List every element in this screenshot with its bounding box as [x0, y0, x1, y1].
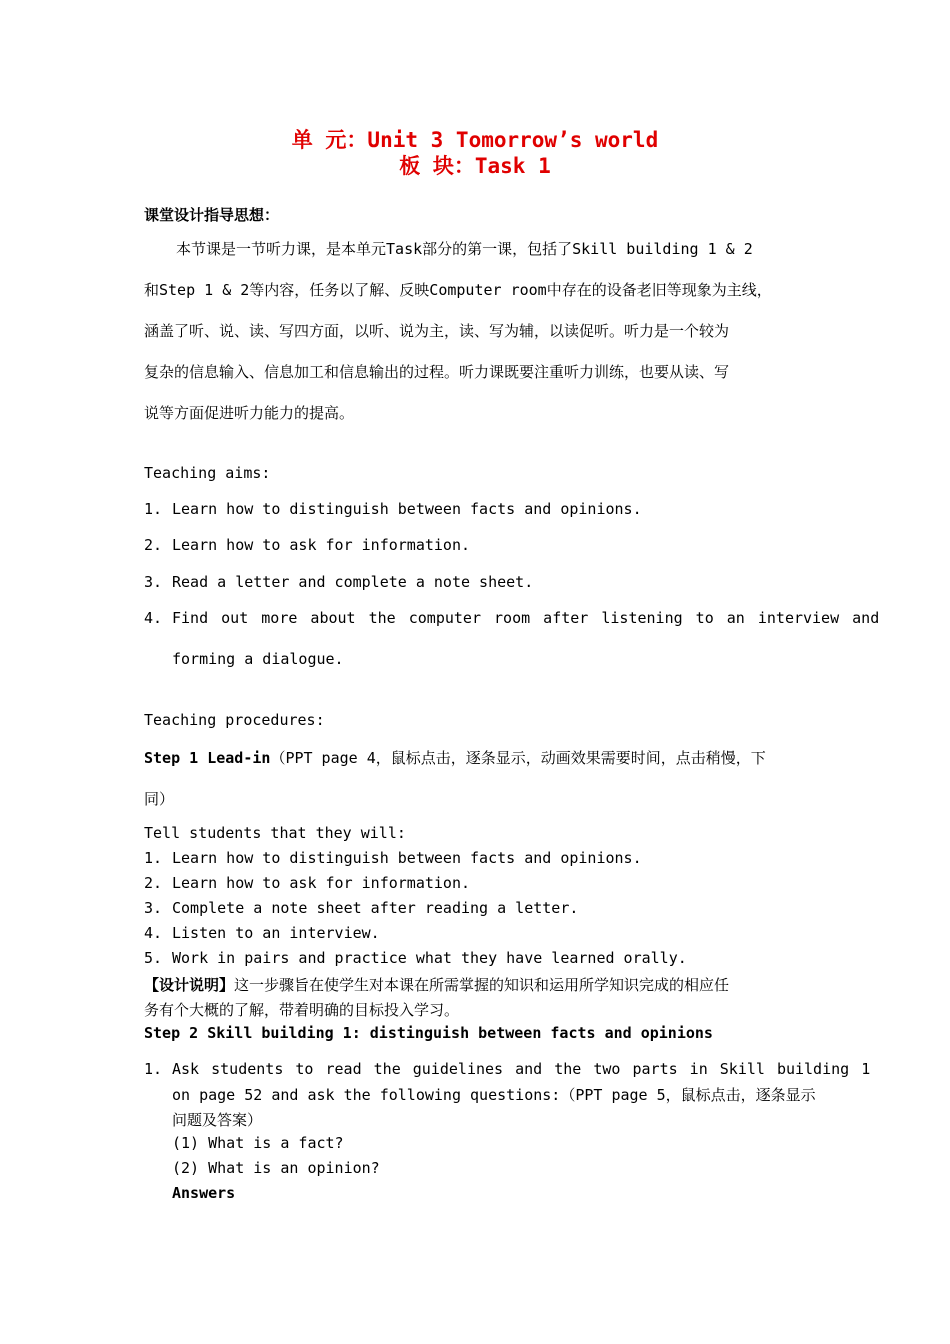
- unit-title: 单 元：Unit 3 Tomorrow’s world: [291, 128, 659, 152]
- module-title: 板 块：Task 1: [399, 154, 551, 178]
- step2-item-number: 1.: [144, 1060, 163, 1078]
- step1-item-text: Learn how to ask for information.: [172, 874, 471, 892]
- design-note-label: 【设计说明】: [144, 976, 235, 994]
- step1-item-text: Listen to an interview.: [172, 924, 380, 942]
- step1-item-number: 5.: [144, 949, 163, 967]
- step1-item-number: 2.: [144, 874, 163, 892]
- aim-text-continued: forming a dialogue.: [172, 650, 344, 668]
- step1-item-number: 4.: [144, 924, 163, 942]
- procedures-heading: Teaching procedures:: [144, 711, 325, 729]
- step1-label: Step 1 Lead-in: [144, 749, 271, 767]
- aim-text: Find out more about the computer room after listening to an interview and: [172, 609, 880, 627]
- step1-note: （PPT page 4，鼠标点击，逐条显示，动画效果需要时间，点击稍慢，下: [270, 749, 766, 767]
- step1-item-number: 3.: [144, 899, 163, 917]
- guide-line: 涵盖了听、说、读、写四方面，以听、说为主，读、写为辅，以读促听。听力是一个较为: [144, 322, 730, 340]
- step1-item-text: Work in pairs and practice what they have learned orally.: [172, 949, 687, 967]
- step1-item-number: 1.: [144, 849, 163, 867]
- guide-line: 复杂的信息输入、信息加工和信息输出的过程。听力课既要注重听力训练，也要从读、写: [144, 363, 730, 381]
- aim-number: 4.: [144, 609, 163, 627]
- step1-intro: Tell students that they will:: [144, 824, 406, 842]
- guide-line: 和Step 1 & 2等内容，任务以了解、反映Computer room中存在的设备老旧等现象为主线，: [144, 281, 772, 299]
- answers-label: Answers: [172, 1184, 236, 1202]
- guide-heading: 课堂设计指导思想：: [144, 206, 280, 224]
- step1-note-continued: 同）: [144, 790, 175, 808]
- question-item: (1) What is a fact?: [172, 1134, 344, 1152]
- step2-item-line: Ask students to read the guidelines and the two parts in Skill building 1: [172, 1060, 871, 1078]
- step1-item-text: Learn how to distinguish between facts and opinions.: [172, 849, 642, 867]
- step2-item-line: on page 52 and ask the following questions:（PPT page 5，鼠标点击，逐条显示: [172, 1086, 816, 1104]
- design-note-continued: 务有个大概的了解，带着明确的目标投入学习。: [144, 1001, 460, 1019]
- design-note: [144, 974, 729, 995]
- aim-text: Learn how to ask for information.: [172, 536, 471, 554]
- guide-line: 说等方面促进听力能力的提高。: [144, 404, 355, 422]
- step2-heading: Step 2 Skill building 1: distinguish between facts and opinions: [144, 1024, 713, 1042]
- design-note-text: 这一步骤旨在使学生对本课在所需掌握的知识和运用所学知识完成的相应任: [234, 976, 730, 994]
- step2-item-line: 问题及答案）: [172, 1111, 263, 1129]
- aim-text: Learn how to distinguish between facts and opinions.: [172, 500, 642, 518]
- aim-number: 2.: [144, 536, 163, 554]
- question-item: (2) What is an opinion?: [172, 1159, 380, 1177]
- aim-number: 3.: [144, 573, 163, 591]
- step1-heading: [144, 747, 766, 768]
- aim-text: Read a letter and complete a note sheet.: [172, 573, 534, 591]
- aims-heading: Teaching aims:: [144, 464, 271, 482]
- guide-line: 本节课是一节听力课，是本单元Task部分的第一课，包括了Skill building 1 & 2: [176, 240, 753, 258]
- step1-item-text: Complete a note sheet after reading a letter.: [172, 899, 579, 917]
- aim-number: 1.: [144, 500, 163, 518]
